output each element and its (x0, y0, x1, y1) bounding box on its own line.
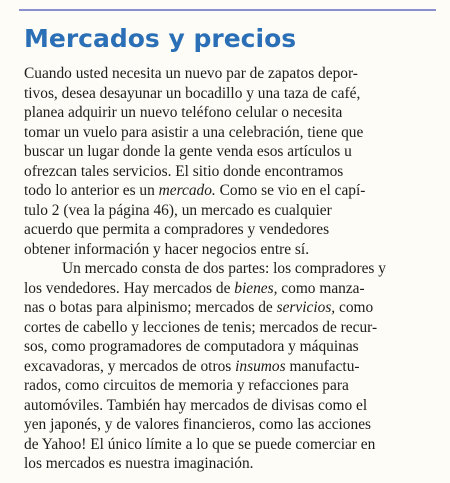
paragraph-1-line (24, 240, 430, 260)
text-run: yen japonés, y de valores financieros, como las acciones (24, 416, 372, 433)
text-run: los vendedores. Hay mercados de (24, 279, 235, 297)
text-run: rados, como circuitos de memoria y refacciones para (24, 377, 349, 394)
paragraph-2-line (24, 298, 430, 318)
text-run: acuerdo que permita a compradores y vendedores (24, 221, 330, 238)
text-run: automóviles. También hay mercados de divisas como el (24, 396, 368, 414)
paragraph-1-line (24, 201, 430, 221)
paragraph-1-line (24, 162, 430, 182)
paragraph-2-line (24, 318, 430, 338)
text-run: como manza- (277, 279, 365, 297)
text-run: planea adquirir un nuevo teléfono celular o necesita (24, 104, 343, 121)
paragraph-2-line (24, 396, 430, 416)
section-heading: Mercados y precios (24, 24, 297, 53)
text-run: tulo 2 (vea la página 46), un mercado es cualquier (24, 201, 332, 219)
text-run: nas o botas para alpinismo; mercados de (24, 299, 277, 316)
paragraph-2-line (24, 279, 430, 299)
text-run: Cuando usted necesita un nuevo par de zapatos depor- (24, 65, 358, 82)
text-run: obtener información y hacer negocios entre sí. (24, 240, 310, 258)
paragraph-1-line (24, 142, 430, 162)
text-run: tomar un vuelo para asistir a una celebración, tiene que (24, 123, 364, 141)
text-run: Un mercado consta de dos partes: los compradores y (62, 260, 386, 277)
text-run: buscar un lugar donde la gente venda esos artículos u (24, 143, 352, 160)
paragraph-2-line (24, 454, 430, 474)
paragraph-2-line (24, 337, 430, 357)
paragraph-1-line (24, 103, 430, 123)
text-run: Como se vio en el capí- (215, 182, 366, 199)
text-run: cortes de cabello y lecciones de tenis; mercados de recur- (24, 318, 378, 336)
text-run: como (335, 299, 374, 316)
text-run: manufactu- (285, 357, 360, 375)
paragraph-1-line (24, 123, 430, 143)
text-run: de Yahoo! El único límite a lo que se puede comerciar en (24, 435, 376, 453)
paragraph-2-line (24, 357, 430, 377)
text-run: excavadoras, y mercados de otros (24, 357, 236, 375)
paragraph-1-line (24, 181, 430, 201)
text-run: sos, como programadores de computadora y máquinas (24, 338, 359, 355)
top-divider-rule (19, 9, 436, 11)
paragraph-1-line (24, 220, 430, 240)
paragraph-1-line (24, 84, 430, 104)
body-text (24, 64, 430, 474)
paragraph-2-line (24, 415, 430, 435)
text-run: tivos, desea desayunar un bocadillo y una taza de café, (24, 84, 361, 102)
italic-term: servicios, (276, 299, 336, 316)
paragraph-2-line (24, 259, 430, 279)
italic-term: bienes, (234, 279, 278, 297)
paragraph-1-line (24, 64, 430, 84)
paragraph-2-line (24, 435, 430, 455)
italic-term: mercado. (158, 182, 216, 199)
italic-term: insumos (235, 357, 286, 375)
text-run: todo lo anterior es un (24, 182, 159, 199)
paragraph-2-line (24, 376, 430, 396)
text-run: los mercados es nuestra imaginación. (24, 455, 254, 472)
text-run: ofrezcan tales servicios. El sitio donde encontramos (24, 162, 344, 180)
